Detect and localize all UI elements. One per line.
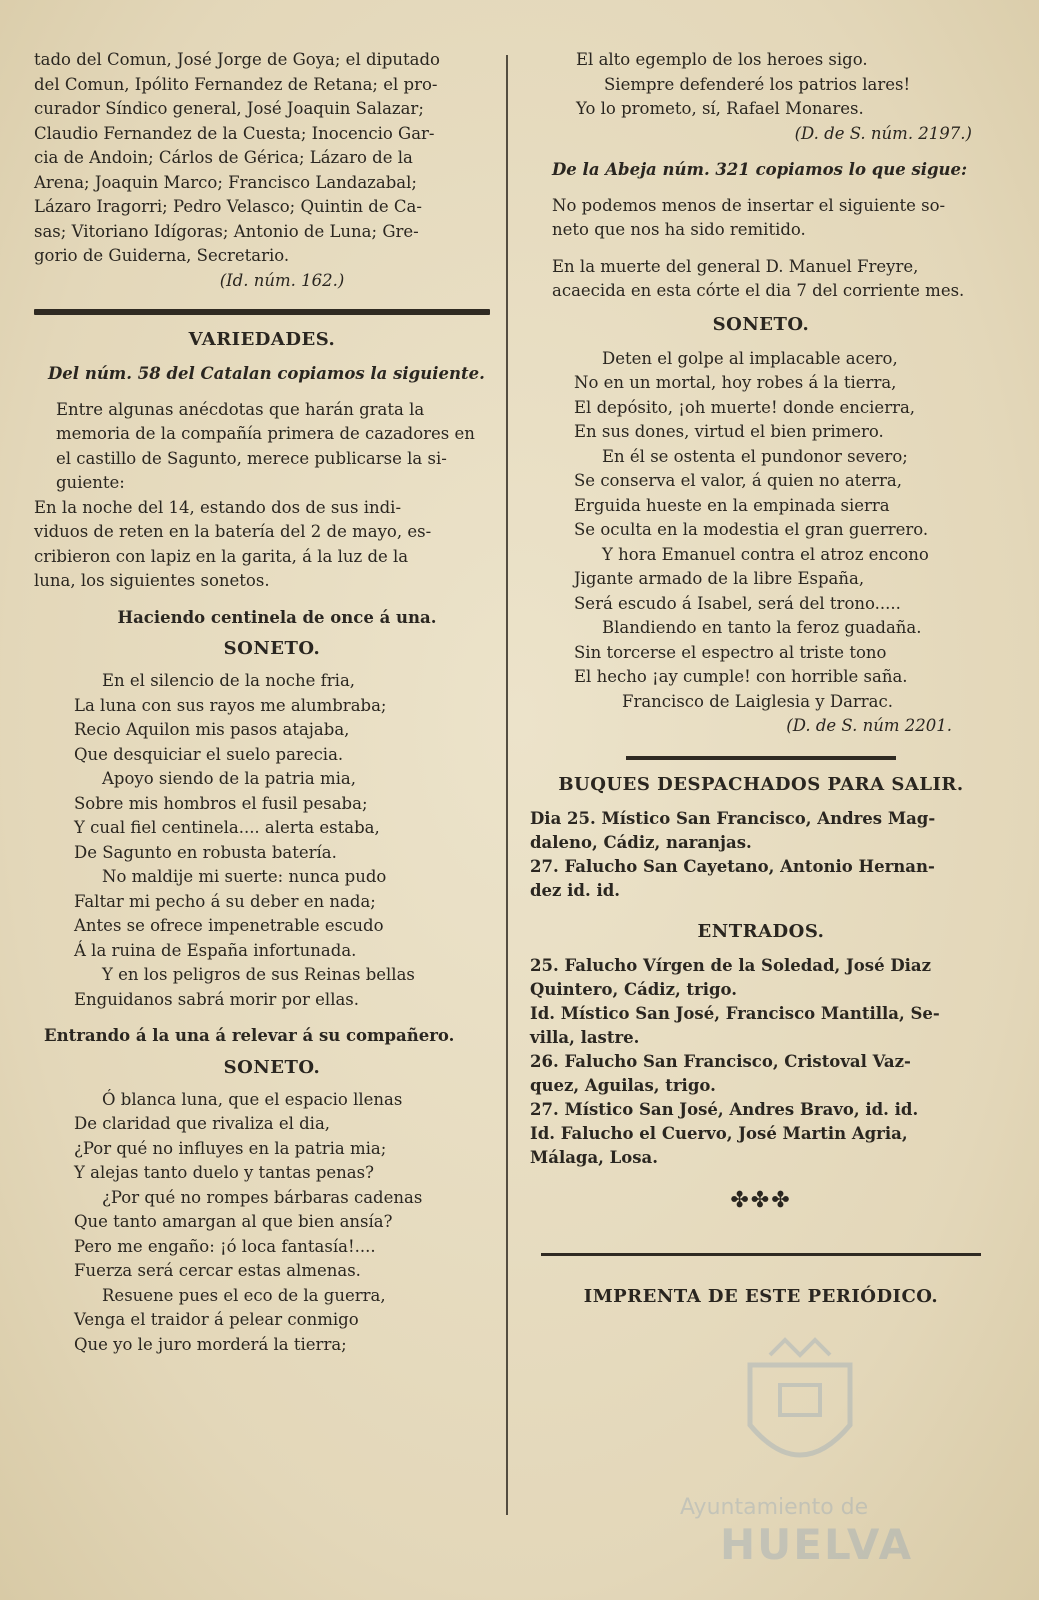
ship-line: 27. Falucho San Cayetano, Antonio Hernan- <box>530 857 935 876</box>
verse-line: La luna con sus rayos me alumbraba; <box>74 695 387 715</box>
anecdote-paragraph <box>34 398 490 496</box>
soneto-continuation <box>530 48 992 122</box>
verse-line: Deten el golpe al implacable acero, <box>602 348 898 368</box>
soneto3-title: SONETO. <box>712 313 810 335</box>
prose-line: tado del Comun, José Jorge de Goya; el diputado <box>34 50 440 69</box>
verse-line: De claridad que rivaliza el dia, <box>74 1114 331 1133</box>
prose-line: En la muerte del general D. Manuel Freyre, <box>552 256 919 276</box>
verse-line: Erguida hueste en la empinada sierra <box>574 495 890 515</box>
imprint-line: IMPRENTA DE ESTE PERIÓDICO. <box>583 1286 939 1307</box>
ornament-icon: ✤✤✤ <box>730 1188 792 1213</box>
verse-line: Yo lo prometo, sí, Rafael Monares. <box>576 99 864 118</box>
ship-line: 25. Falucho Vírgen de la Soledad, José Diaz <box>530 956 931 975</box>
verse-line: Jigante armado de la libre España, <box>574 569 865 588</box>
verse-line: En él se ostenta el pundonor severo; <box>602 446 908 466</box>
prose-line: memoria de la compañía primera de cazadores en <box>56 424 475 443</box>
sentinel-heading: Haciendo centinela de once á una. <box>117 607 437 627</box>
prose-line: el castillo de Sagunto, merece publicarse la si- <box>56 448 447 468</box>
prose-line: viduos de reten en la batería del 2 de mayo, es- <box>34 522 432 541</box>
prose-line: Arena; Joaquin Marco; Francisco Landazabal; <box>34 172 417 192</box>
verse-line: Ó blanca luna, que el espacio llenas <box>102 1089 403 1109</box>
ship-line: Id. Falucho el Cuervo, José Martin Agria, <box>530 1124 908 1143</box>
prose-line: neto que nos ha sido remitido. <box>552 220 806 239</box>
verse-line: Faltar mi pecho á su deber en nada; <box>74 891 376 911</box>
prose-line: Entre algunas anécdotas que harán grata la <box>56 399 425 419</box>
verse-line: Francisco de Laiglesia y Darrac. <box>622 691 894 711</box>
ship-line: dez id. id. <box>530 881 620 900</box>
ship-line: 26. Falucho San Francisco, Cristoval Vaz- <box>530 1052 911 1071</box>
relief-heading: Entrando á la una á relevar á su compañero. <box>44 1026 455 1045</box>
soneto1-title: SONETO. <box>223 638 321 659</box>
prose-line: cribieron con lapiz en la garita, á la luz de la <box>34 546 409 566</box>
verse-line: Se conserva el valor, á quien no aterra, <box>574 471 902 490</box>
soneto3-verse <box>530 347 992 715</box>
verse-line: Será escudo á Isabel, será del trono..... <box>574 593 901 613</box>
ship-line: villa, lastre. <box>530 1028 640 1047</box>
soneto2-verse <box>34 1088 490 1358</box>
ship-line: 27. Místico San José, Andres Bravo, id. id. <box>530 1100 919 1119</box>
intro-paragraph <box>34 48 490 269</box>
verse-line: Antes se ofrece impenetrable escudo <box>74 916 384 935</box>
verse-line: Venga el traidor á pelear conmigo <box>74 1310 359 1329</box>
verse-line: Que yo le juro morderá la tierra; <box>74 1334 347 1354</box>
ship-line: quez, Aguilas, trigo. <box>530 1076 716 1095</box>
verse-line: Y alejas tanto duelo y tantas penas? <box>74 1163 374 1182</box>
prose-line: del Comun, Ipólito Fernandez de Retana; el pro- <box>34 74 438 94</box>
death-paragraph <box>530 255 992 304</box>
soneto3-citation: (D. de S. núm 2201. <box>786 716 952 735</box>
abeja-heading: De la Abeja núm. 321 copiamos lo que sigue: <box>552 159 968 179</box>
ship-line: Quintero, Cádiz, trigo. <box>530 980 738 999</box>
verse-line: Y hora Emanuel contra el atroz encono <box>602 544 929 564</box>
verse-line: El depósito, ¡oh muerte! donde encierra, <box>574 397 916 417</box>
prose-line: cia de Andoin; Cárlos de Gérica; Lázaro de la <box>34 148 413 167</box>
verse-line: Sobre mis hombros el fusil pesaba; <box>74 793 368 813</box>
crest-icon <box>730 1335 870 1485</box>
prose-line: gorio de Guiderna, Secretario. <box>34 246 290 265</box>
insert-paragraph <box>530 194 992 243</box>
verse-line: ¿Por qué no influyes en la patria mia; <box>74 1138 387 1158</box>
prose-line: Lázaro Iragorri; Pedro Velasco; Quintin de Ca- <box>34 197 422 216</box>
soneto1-verse <box>34 669 490 1012</box>
verse-line: En el silencio de la noche fria, <box>102 671 356 690</box>
verse-line: ¿Por qué no rompes bárbaras cadenas <box>102 1187 423 1207</box>
verse-line: Siempre defenderé los patrios lares! <box>604 74 911 94</box>
prose-line: En la noche del 14, estando dos de sus indi- <box>34 497 402 517</box>
verse-line: Resuene pues el eco de la guerra, <box>102 1285 386 1305</box>
prose-line: luna, los siguientes sonetos. <box>34 571 270 590</box>
entrados-title: ENTRADOS. <box>697 921 825 942</box>
verse-line: Pero me engaño: ¡ó loca fantasía!.... <box>74 1236 376 1256</box>
verse-line: Y cual fiel centinela.... alerta estaba, <box>74 818 380 837</box>
verse-line: Que desquiciar el suelo parecia. <box>74 744 344 764</box>
verse-line: No maldije mi suerte: nunca pudo <box>102 867 387 886</box>
footer-rule <box>541 1253 981 1256</box>
verse-line: Se oculta en la modestia el gran guerrero. <box>574 520 929 539</box>
verse-line: Á la ruina de España infortunada. <box>74 940 357 960</box>
variedades-title: VARIEDADES. <box>188 328 336 350</box>
intro-citation: (Id. núm. 162.) <box>219 270 345 290</box>
buques-list <box>530 807 992 903</box>
entrados-list <box>530 954 992 1170</box>
verse-line: Y en los peligros de sus Reinas bellas <box>102 965 415 984</box>
ship-line: Dia 25. Místico San Francisco, Andres Mag- <box>530 809 936 828</box>
ship-line: daleno, Cádiz, naranjas. <box>530 833 752 852</box>
verse-line: Que tanto amargan al que bien ansía? <box>74 1212 393 1231</box>
prose-line: guiente: <box>56 473 125 492</box>
verse-line: De Sagunto en robusta batería. <box>74 842 337 862</box>
continuation-citation: (D. de S. núm. 2197.) <box>794 123 972 143</box>
verse-line: En sus dones, virtud el bien primero. <box>574 422 884 441</box>
column-divider <box>506 55 508 1515</box>
prose-line: No podemos menos de insertar el siguiente so- <box>552 195 946 215</box>
prose-line: acaecida en esta córte el dia 7 del corriente mes. <box>552 281 965 300</box>
verse-line: Enguidanos sabrá morir por ellas. <box>74 989 360 1009</box>
ship-line: Málaga, Losa. <box>530 1148 658 1167</box>
ship-line: Id. Místico San José, Francisco Mantilla, Se- <box>530 1004 940 1023</box>
right-column <box>530 48 992 1307</box>
verse-line: No en un mortal, hoy robes á la tierra, <box>574 373 897 392</box>
archive-watermark <box>640 1335 960 1585</box>
watermark-line1: Ayuntamiento de <box>680 1495 869 1520</box>
section-rule <box>34 309 490 315</box>
soneto2-title: SONETO. <box>223 1056 321 1078</box>
watermark-line2: HUELVA <box>720 1520 914 1569</box>
prose-line: Claudio Fernandez de la Cuesta; Inocencio Gar- <box>34 123 435 143</box>
verse-line: El hecho ¡ay cumple! con horrible saña. <box>574 667 908 686</box>
section-rule-right <box>626 756 896 760</box>
verse-line: Sin torcerse el espectro al triste tono <box>574 642 887 662</box>
verse-line: Blandiendo en tanto la feroz guadaña. <box>602 618 922 637</box>
buques-title: BUQUES DESPACHADOS PARA SALIR. <box>558 774 964 795</box>
verse-line: Apoyo siendo de la patria mia, <box>102 769 357 788</box>
prose-line: sas; Vitoriano Idígoras; Antonio de Luna; Gre- <box>34 221 419 241</box>
left-column <box>34 48 490 1357</box>
verse-line: Fuerza será cercar estas almenas. <box>74 1261 361 1280</box>
verse-line: El alto egemplo de los heroes sigo. <box>576 50 868 69</box>
verse-line: Recio Aquilon mis pasos atajaba, <box>74 720 350 739</box>
night-paragraph <box>34 496 490 594</box>
catalan-heading: Del núm. 58 del Catalan copiamos la siguiente. <box>48 363 485 383</box>
prose-line: curador Síndico general, José Joaquin Salazar; <box>34 99 424 118</box>
